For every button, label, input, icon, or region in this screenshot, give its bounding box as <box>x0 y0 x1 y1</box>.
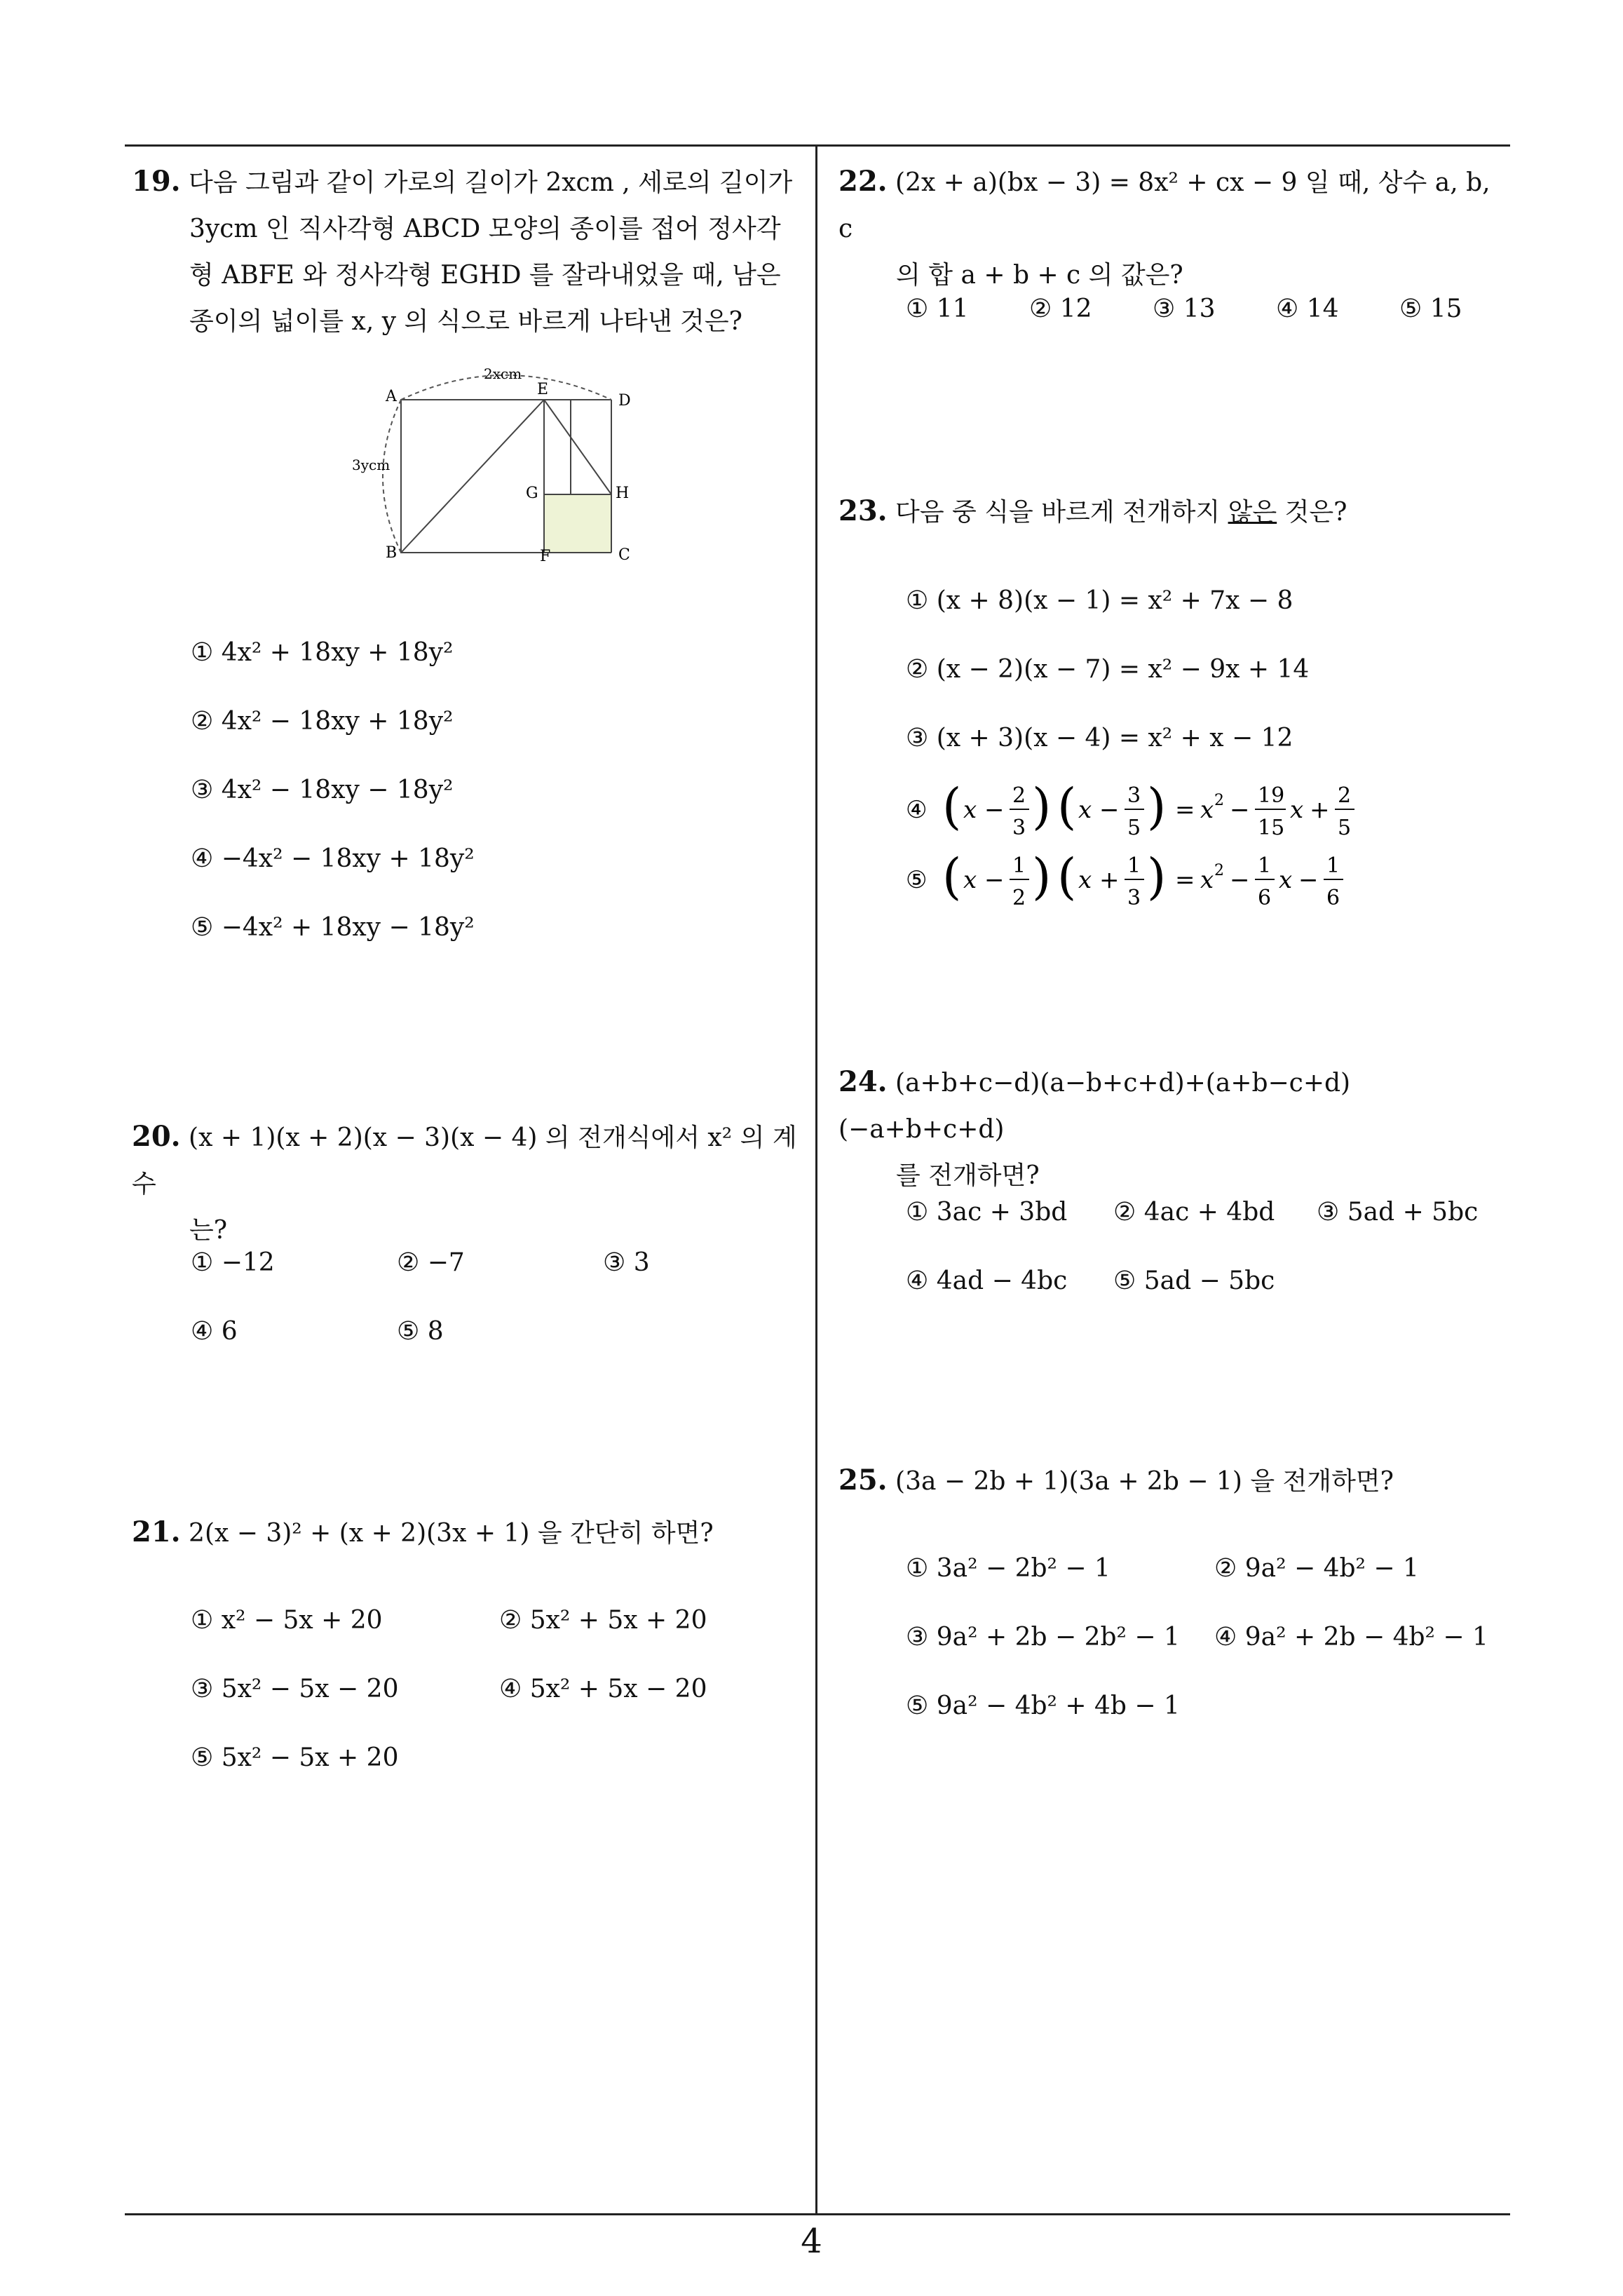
svg-text:+: + <box>1310 796 1330 824</box>
choice-4[interactable]: ④ 4ad − 4bc <box>906 1267 1068 1295</box>
question-text: (3a − 2b + 1)(3a + 2b − 1) 을 전개하면? <box>895 1467 1394 1496</box>
svg-text:1: 1 <box>1012 853 1026 878</box>
choice-4[interactable]: ④ 6 <box>191 1317 238 1346</box>
choice-1[interactable]: ① 4x² + 18xy + 18y² <box>191 638 454 667</box>
top-rule <box>125 144 1510 147</box>
svg-text:1: 1 <box>1127 853 1141 878</box>
choice-5[interactable]: ⑤ 9a² − 4b² + 4b − 1 <box>906 1691 1180 1720</box>
choice-4[interactable]: ④ −4x² − 18xy + 18y² <box>191 844 475 873</box>
question-number: 20. <box>132 1120 181 1153</box>
choice-1[interactable]: ① −12 <box>191 1248 275 1277</box>
question-number: 23. <box>838 494 888 527</box>
figure-point: F <box>540 548 551 561</box>
question-21 <box>132 1509 805 1557</box>
figure-point: C <box>618 546 630 561</box>
svg-text:x: x <box>1200 866 1214 894</box>
choice-2[interactable]: ② 12 <box>1029 295 1092 323</box>
choice-3[interactable]: ③ 5x² − 5x − 20 <box>191 1675 399 1703</box>
svg-text:15: 15 <box>1258 816 1285 840</box>
choice-1[interactable]: ① 3ac + 3bd <box>906 1198 1068 1227</box>
choice-1[interactable]: ① x² − 5x + 20 <box>191 1606 383 1635</box>
svg-text:2: 2 <box>1012 783 1026 808</box>
question-text: 의 합 a + b + c 의 값은? <box>896 261 1183 290</box>
choice-5[interactable]: ⑤ 8 <box>397 1317 444 1346</box>
choice-5-fraction-expression[interactable] <box>906 842 1411 919</box>
figure-point: D <box>618 392 631 410</box>
svg-text:+: + <box>1099 866 1120 894</box>
svg-text:x: x <box>1078 866 1092 894</box>
choice-5[interactable]: ⑤ 15 <box>1399 295 1462 323</box>
choice-2[interactable]: ② 9a² − 4b² − 1 <box>1214 1554 1419 1583</box>
svg-text:): ) <box>1032 778 1052 835</box>
question-number: 22. <box>838 165 888 198</box>
svg-text:1: 1 <box>1326 853 1340 878</box>
page-number: 4 <box>801 2222 822 2261</box>
svg-text:): ) <box>1147 848 1167 905</box>
question-text: (a+b+c−d)(a−b+c+d)+(a+b−c+d)(−a+b+c+d) <box>838 1069 1351 1144</box>
question-text: 다음 중 식을 바르게 전개하지 <box>895 498 1228 527</box>
question-text: (2x + a)(bx − 3) = 8x² + cx − 9 일 때, 상수 a, b, c <box>838 168 1490 243</box>
choice-4[interactable]: ④ 5x² + 5x − 20 <box>499 1675 707 1703</box>
question-text: 2(x − 3)² + (x + 2)(3x + 1) 을 간단히 하면? <box>189 1519 714 1548</box>
svg-text:−: − <box>984 866 1005 894</box>
choice-5[interactable]: ⑤ 5ad − 5bc <box>1113 1267 1275 1295</box>
bottom-rule <box>125 2213 1510 2215</box>
svg-text:x: x <box>963 866 977 894</box>
svg-text:(: ( <box>942 778 962 835</box>
svg-text:(: ( <box>942 848 962 905</box>
figure-point: H <box>616 485 630 502</box>
question-19 <box>132 158 805 345</box>
svg-text:1: 1 <box>1258 853 1272 878</box>
question-text: 를 전개하면? <box>896 1161 1040 1190</box>
question-text: 다음 그림과 같이 가로의 길이가 2xcm , 세로의 길이가 <box>189 168 793 197</box>
choice-2[interactable]: ② (x − 2)(x − 7) = x² − 9x + 14 <box>906 655 1310 684</box>
choice-5[interactable]: ⑤ 5x² − 5x + 20 <box>191 1743 399 1772</box>
question-text: 3ycm 인 직사각형 ABCD 모양의 종이를 접어 정사각 <box>189 215 781 243</box>
column-divider <box>815 146 817 2215</box>
svg-text:⑤: ⑤ <box>906 866 928 894</box>
svg-text:(: ( <box>1057 848 1077 905</box>
rectangle-figure <box>337 358 659 561</box>
question-text: 형 ABFE 와 정사각형 EGHD 를 잘라내었을 때, 남은 <box>189 261 781 290</box>
question-text: (x + 1)(x + 2)(x − 3)(x − 4) 의 전개식에서 x² 의 계수 <box>132 1123 797 1198</box>
svg-text:−: − <box>1230 796 1250 824</box>
svg-text:): ) <box>1032 848 1052 905</box>
choice-2[interactable]: ② 5x² + 5x + 20 <box>499 1606 707 1635</box>
choice-1[interactable]: ① (x + 8)(x − 1) = x² + 7x − 8 <box>906 586 1293 615</box>
choice-2[interactable]: ② 4ac + 4bd <box>1113 1198 1275 1227</box>
figure-label-top: 2xcm <box>484 365 522 382</box>
choice-3[interactable]: ③ 13 <box>1153 295 1216 323</box>
svg-text:x: x <box>1078 796 1092 824</box>
question-number: 19. <box>132 165 181 198</box>
svg-text:④: ④ <box>906 796 928 824</box>
choice-4-fraction-expression[interactable] <box>906 771 1411 849</box>
figure-point: B <box>386 544 398 561</box>
svg-text:3: 3 <box>1012 816 1026 840</box>
question-text: 것은? <box>1277 498 1347 527</box>
choice-1[interactable]: ① 11 <box>906 295 969 323</box>
svg-text:=: = <box>1175 866 1195 894</box>
question-number: 25. <box>838 1464 888 1497</box>
svg-text:−: − <box>1230 866 1250 894</box>
svg-text:−: − <box>1298 866 1319 894</box>
figure-point: E <box>537 381 549 398</box>
svg-text:x: x <box>1290 796 1304 824</box>
svg-text:5: 5 <box>1127 816 1141 840</box>
choice-2[interactable]: ② 4x² − 18xy + 18y² <box>191 707 454 736</box>
svg-text:2: 2 <box>1012 886 1026 910</box>
svg-text:2: 2 <box>1338 783 1352 808</box>
svg-text:3: 3 <box>1127 783 1141 808</box>
svg-text:2: 2 <box>1214 862 1224 879</box>
svg-text:19: 19 <box>1258 783 1285 808</box>
choice-1[interactable]: ① 3a² − 2b² − 1 <box>906 1554 1111 1583</box>
figure-label-side: 3ycm <box>352 457 391 473</box>
svg-text:x: x <box>1279 866 1293 894</box>
svg-text:x: x <box>963 796 977 824</box>
question-text: 종이의 넓이를 x, y 의 식으로 바르게 나타낸 것은? <box>189 307 742 336</box>
svg-text:x: x <box>1200 796 1214 824</box>
question-number: 24. <box>838 1065 888 1098</box>
question-20 <box>132 1114 805 1254</box>
svg-text:−: − <box>984 796 1005 824</box>
svg-text:): ) <box>1147 778 1167 835</box>
choice-2[interactable]: ② −7 <box>397 1248 465 1277</box>
choice-5[interactable]: ⑤ −4x² + 18xy − 18y² <box>191 913 475 942</box>
choice-3[interactable]: ③ 4x² − 18xy − 18y² <box>191 776 454 804</box>
choice-3[interactable]: ③ 5ad + 5bc <box>1317 1198 1479 1227</box>
question-22 <box>838 158 1512 299</box>
svg-text:3: 3 <box>1127 886 1141 910</box>
question-number: 21. <box>132 1515 181 1548</box>
svg-text:6: 6 <box>1258 886 1272 910</box>
question-24 <box>838 1059 1512 1199</box>
choice-4[interactable]: ④ 14 <box>1276 295 1339 323</box>
question-text: 는? <box>189 1216 228 1245</box>
svg-text:(: ( <box>1057 778 1077 835</box>
svg-text:6: 6 <box>1326 886 1340 910</box>
choice-3[interactable]: ③ 3 <box>603 1248 650 1277</box>
choice-3[interactable]: ③ (x + 3)(x − 4) = x² + x − 12 <box>906 724 1293 752</box>
question-emphasis: 않은 <box>1228 498 1277 527</box>
svg-text:=: = <box>1175 796 1195 824</box>
choice-3[interactable]: ③ 9a² + 2b − 2b² − 1 <box>906 1623 1180 1652</box>
svg-text:2: 2 <box>1214 792 1224 809</box>
figure-point: A <box>386 388 397 405</box>
question-25 <box>838 1457 1512 1505</box>
svg-text:−: − <box>1099 796 1120 824</box>
figure-point: G <box>526 485 538 502</box>
choice-4[interactable]: ④ 9a² + 2b − 4b² − 1 <box>1214 1623 1488 1652</box>
question-23 <box>838 488 1512 536</box>
svg-text:5: 5 <box>1338 816 1352 840</box>
